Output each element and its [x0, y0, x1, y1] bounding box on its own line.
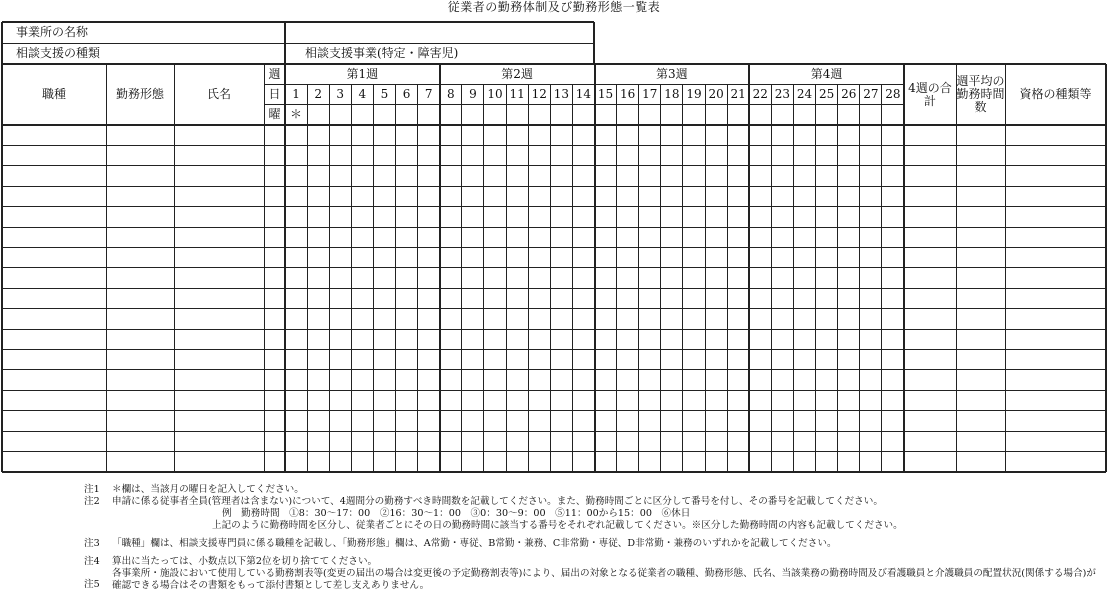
- service-type-value: 相談支援事業(特定・障害児): [305, 46, 459, 60]
- grid-line: [550, 84, 551, 472]
- day-number: 18: [664, 86, 680, 101]
- day-number: 9: [469, 86, 477, 101]
- day-number: 15: [597, 86, 614, 101]
- day-number: 2: [314, 86, 322, 101]
- grid-line: [638, 84, 639, 472]
- grid-line: [705, 84, 706, 472]
- day-number: 20: [708, 86, 724, 101]
- grid-line: [307, 84, 308, 472]
- note-example-line: 例 勤務時間 ①8：30～17：00 ②16：30～1：00 ③0：30～9：00 ⑤11：00から15：00 ⑥休日: [222, 508, 691, 519]
- note-label: 注1: [84, 484, 100, 495]
- weekly-average-header: 週平均の勤務時間数: [956, 74, 1005, 114]
- note-label: 注2: [84, 496, 100, 507]
- page-title: 従業者の勤務体制及び勤務形態一覧表: [447, 0, 661, 14]
- day-number: 27: [863, 86, 879, 101]
- weekday-mark: 曜: [268, 107, 281, 121]
- grid-line: [771, 84, 772, 472]
- day-number: 12: [531, 86, 547, 101]
- day-number: 26: [841, 86, 857, 101]
- grid-line: [682, 84, 683, 472]
- day-number: 17: [642, 86, 658, 101]
- grid-line: [461, 84, 462, 472]
- day-number: 1: [292, 86, 300, 101]
- note-label: 注3: [84, 538, 100, 549]
- notes-section: [84, 484, 1104, 592]
- day-number: 7: [424, 86, 433, 101]
- week-header: 第3週: [656, 66, 688, 81]
- grid-line: [2, 21, 594, 23]
- qualification-header: 資格の種類等: [1019, 87, 1092, 101]
- grid-line: [616, 84, 617, 472]
- total-4weeks-header: 4週の合計: [908, 80, 952, 108]
- day-number: 5: [380, 86, 389, 101]
- grid-line: [373, 84, 374, 472]
- grid-line: [2, 410, 1106, 411]
- grid-line: [2, 288, 1106, 289]
- day-number: 24: [796, 86, 813, 101]
- grid-line: [2, 471, 1106, 473]
- grid-line: [264, 104, 904, 105]
- facility-name-value: [285, 22, 594, 43]
- day-number: 6: [402, 86, 411, 101]
- grid-line: [264, 64, 265, 472]
- grid-line: [2, 227, 1106, 228]
- note-label: 注4: [84, 556, 100, 567]
- weekday-cell: ＊: [290, 107, 303, 121]
- grid-line: [2, 349, 1106, 350]
- grid-line: [2, 390, 1106, 391]
- grid-line: [174, 64, 175, 472]
- day-number: 3: [336, 86, 345, 101]
- name-header: 氏名: [206, 87, 231, 101]
- note-4: [84, 556, 1104, 568]
- note-example-explanation: 上記のように勤務時間を区分し、従業者ごとにその日の勤務時間に該当する番号をそれぞれ記載してください。※区分した勤務時間の内容も記載してください。: [212, 520, 903, 531]
- week-header: 第2週: [501, 66, 533, 81]
- day-number: 23: [774, 86, 791, 101]
- grid-line: [2, 63, 1106, 65]
- note-text: 申請に係る従事者全員(管理者は含まない)について、4週間分の勤務すべき時間数を記載してください。また、勤務時間ごとに区分して番号を付し、その番号を記載してください。: [112, 496, 883, 507]
- grid-line: [2, 124, 1106, 126]
- grid-line: [660, 84, 661, 472]
- grid-line: [2, 247, 1106, 248]
- day-number: 8: [446, 86, 455, 101]
- note-label: 注5: [84, 579, 100, 590]
- service-type-label: 相談支援の種類: [16, 46, 101, 60]
- grid-line: [727, 84, 728, 472]
- grid-line: [2, 206, 1106, 207]
- grid-line: [106, 64, 107, 472]
- day-number: 21: [730, 86, 746, 101]
- grid-line: [2, 267, 1106, 268]
- grid-line: [2, 369, 1106, 370]
- day-number: 25: [818, 86, 835, 101]
- week-header: 第1週: [346, 66, 379, 81]
- day-number: 13: [553, 86, 569, 101]
- job-type-header: 職種: [41, 87, 66, 101]
- grid-line: [2, 145, 1106, 146]
- day-number: 4: [358, 86, 367, 101]
- day-number: 11: [509, 86, 525, 101]
- grid-line: [572, 84, 573, 472]
- grid-line: [956, 64, 957, 472]
- grid-line: [1005, 64, 1006, 472]
- grid-line: [417, 84, 418, 472]
- day-number: 10: [487, 86, 503, 101]
- note-5: [84, 568, 1104, 592]
- grid-line: [2, 329, 1106, 330]
- note-1: [84, 484, 1104, 496]
- grid-line: [2, 451, 1106, 452]
- day-number: 14: [575, 86, 592, 101]
- day-number: 28: [885, 86, 901, 101]
- work-form-header: 勤務形態: [115, 87, 164, 101]
- week-mark: 週: [268, 66, 281, 81]
- grid-line: [837, 84, 838, 472]
- day-number: 22: [752, 86, 768, 101]
- grid-line: [793, 84, 794, 472]
- note-2: [84, 496, 1104, 532]
- grid-line: [329, 84, 330, 472]
- note-text: 算出に当たっては、小数点以下第2位を切り捨ててください。: [112, 556, 378, 567]
- day-mark: 日: [268, 86, 281, 101]
- week-header: 第4週: [810, 66, 843, 81]
- note-text: ＊欄は、当該月の曜日を記入してください。: [112, 484, 304, 495]
- note-text: 各事業所・施設において使用している勤務割表等(変更の届出の場合は変更後の予定勤務割表等)により、届出の対象となる従業者の職種、勤務形態、氏名、当該業務の勤務時間及び看護職員と介護職員の配置状況(関係する場合)が確認できる場合はその書類をもって添付書類として差し支えありません。: [112, 568, 1096, 591]
- grid-line: [483, 84, 484, 472]
- grid-line: [815, 84, 816, 472]
- grid-line: [2, 165, 1106, 166]
- grid-line: [859, 84, 860, 472]
- grid-line: [528, 84, 529, 472]
- grid-line: [2, 186, 1106, 187]
- day-number: 19: [686, 86, 702, 101]
- day-number: 16: [620, 86, 636, 101]
- note-text: 「職種」欄は、相談支援専門員に係る職種を記載し、「勤務形態」欄は、A常勤・専従、B常勤・兼務、C非常勤・専従、D非常勤・兼務のいずれかを記載してください。: [112, 538, 837, 549]
- grid-line: [2, 308, 1106, 309]
- grid-line: [264, 84, 904, 85]
- note-3: [84, 538, 1104, 550]
- facility-name-label: 事業所の名称: [16, 25, 89, 39]
- grid-line: [351, 84, 352, 472]
- grid-line: [2, 43, 594, 44]
- grid-line: [2, 431, 1106, 432]
- grid-line: [881, 84, 882, 472]
- grid-line: [395, 84, 396, 472]
- grid-line: [506, 84, 507, 472]
